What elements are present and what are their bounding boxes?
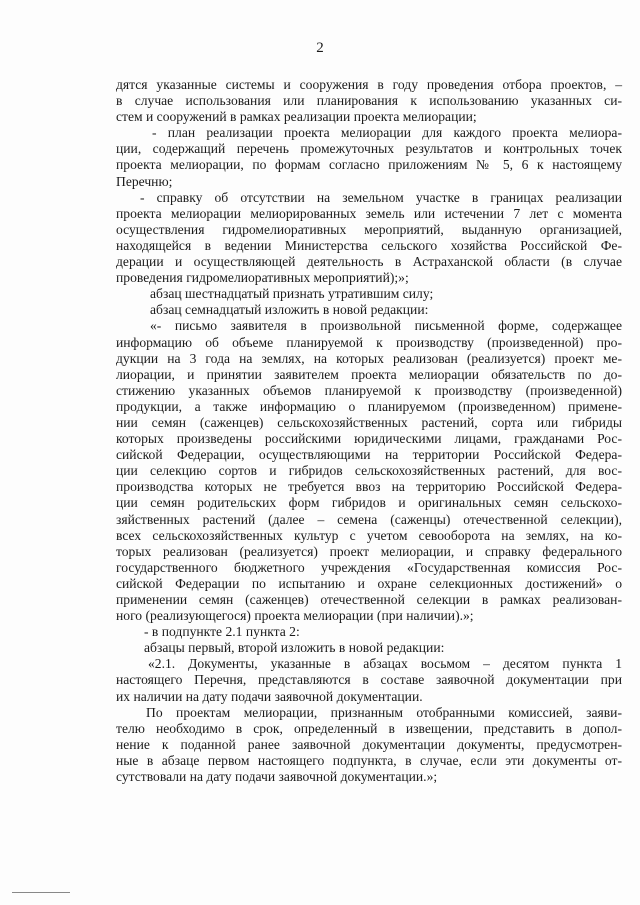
text-line: ции, содержащий перечень промежуточных результатов и контрольных точек <box>116 141 622 157</box>
text-line: дукции на 3 года на землях, на которых реализован (реализуется) проект ме- <box>116 350 622 366</box>
text-line: ции селекцию сортов и гибридов сельскохозяйственных растений, для вос- <box>116 463 622 479</box>
text-line: которых произведены российскими юридическими лицами, гражданами Рос- <box>116 431 622 447</box>
text-line: стижению указанных объемов планируемой к производству (произведенной) <box>116 382 622 398</box>
text-line: «- письмо заявителя в произвольной письменной форме, содержащее <box>150 318 622 334</box>
page-number: 2 <box>316 40 324 56</box>
text-line: сийской Федерации, осуществляющими на территории Российской Федера- <box>116 447 622 463</box>
document-body <box>116 77 622 785</box>
text-line: зяйственных растений (далее – семена (саженцы) отечественной селекции), <box>116 511 622 527</box>
text-line: дятся указанные системы и сооружения в году проведения отбора проектов, – <box>116 77 622 92</box>
text-line: лиорации, и принятии заявителем проекта мелиорации обязательств по до- <box>116 366 622 382</box>
text-line: настоящего Перечня, представляются в составе заявочной документации при <box>116 672 622 688</box>
text-line: государственного бюджетного учреждения «Государственная комиссия Рос- <box>116 559 622 575</box>
text-line: - план реализации проекта мелиорации для каждого проекта мелиора- <box>152 125 622 141</box>
text-line: абзац семнадцатый изложить в новой редакции: <box>150 302 429 318</box>
text-line: стем и сооружений в рамках реализации проекта мелиорации; <box>116 109 477 125</box>
text-line: всех сельскохозяйственных культур с учетом севооборота на землях, на ко- <box>116 527 622 543</box>
text-line: сутствовали на дату подачи заявочной документации.»; <box>116 769 438 785</box>
text-line: ции семян родительских форм гибридов и оригинальных семян сельскохо- <box>116 495 622 511</box>
text-line: абзац шестнадцатый признать утратившим силу; <box>150 286 434 302</box>
text-line: телю необходимо в срок, определенный в извещении, представить в допол- <box>116 720 622 736</box>
text-line: нии семян (саженцев) сельскохозяйственных растений, сорта или гибриды <box>116 414 622 430</box>
text-line: находящейся в ведении Министерства сельского хозяйства Российской Фе- <box>116 237 622 253</box>
text-line: - в подпункте 2.1 пункта 2: <box>144 624 300 640</box>
text-line: в случае использования или планирования к использованию указанных си- <box>116 93 622 109</box>
text-line: применении семян (саженцев) отечественной селекции в рамках реализован- <box>116 592 622 607</box>
text-line: осуществления гидромелиоративных мероприятий, выданную организацией, <box>116 221 622 237</box>
text-line: проекта мелиорации мелиорированных земель или истечении 7 лет с момента <box>116 205 622 221</box>
text-line: ного (реализующегося) проекта мелиорации (при наличии).»; <box>116 608 474 624</box>
text-line: По проектам мелиорации, признанным отобранными комиссией, заяви- <box>146 704 622 720</box>
text-line: торых реализован (реализуется) проект мелиорации, и справку федерального <box>116 543 622 559</box>
text-line: дерации и осуществляющей деятельность в Астраханской области (в случае <box>116 254 622 270</box>
text-line: - справку об отсутствии на земельном участке в границах реализации <box>140 189 622 205</box>
text-line: абзацы первый, второй изложить в новой редакции: <box>144 640 445 656</box>
text-line: производства которых не требуется ввоз на территорию Российской Федера- <box>116 479 622 495</box>
text-line: проведения гидромелиоративных мероприятий);»; <box>116 270 409 286</box>
text-line: Перечню; <box>116 173 173 189</box>
text-line: продукции, а также информацию о планируемом (произведенном) примене- <box>116 398 622 414</box>
text-line: нение к поданной ранее заявочной документации документы, предусмотрен- <box>116 736 622 752</box>
text-line: сийской Федерации по испытанию и охране селекционных достижений» о <box>116 575 622 591</box>
text-line: «2.1. Документы, указанные в абзацах восьмом – десятом пункта 1 <box>148 656 622 672</box>
text-line: ные в абзаце первом настоящего подпункта, в случае, если эти документы от- <box>116 752 622 768</box>
text-line: информацию об объеме планируемой к производству (произведенной) про- <box>116 334 622 350</box>
text-line: их наличии на дату подачи заявочной документации. <box>116 688 423 704</box>
text-line: проекта мелиорации, по формам согласно приложениям № 5, 6 к настоящему <box>116 157 622 173</box>
footer-divider <box>12 892 70 893</box>
